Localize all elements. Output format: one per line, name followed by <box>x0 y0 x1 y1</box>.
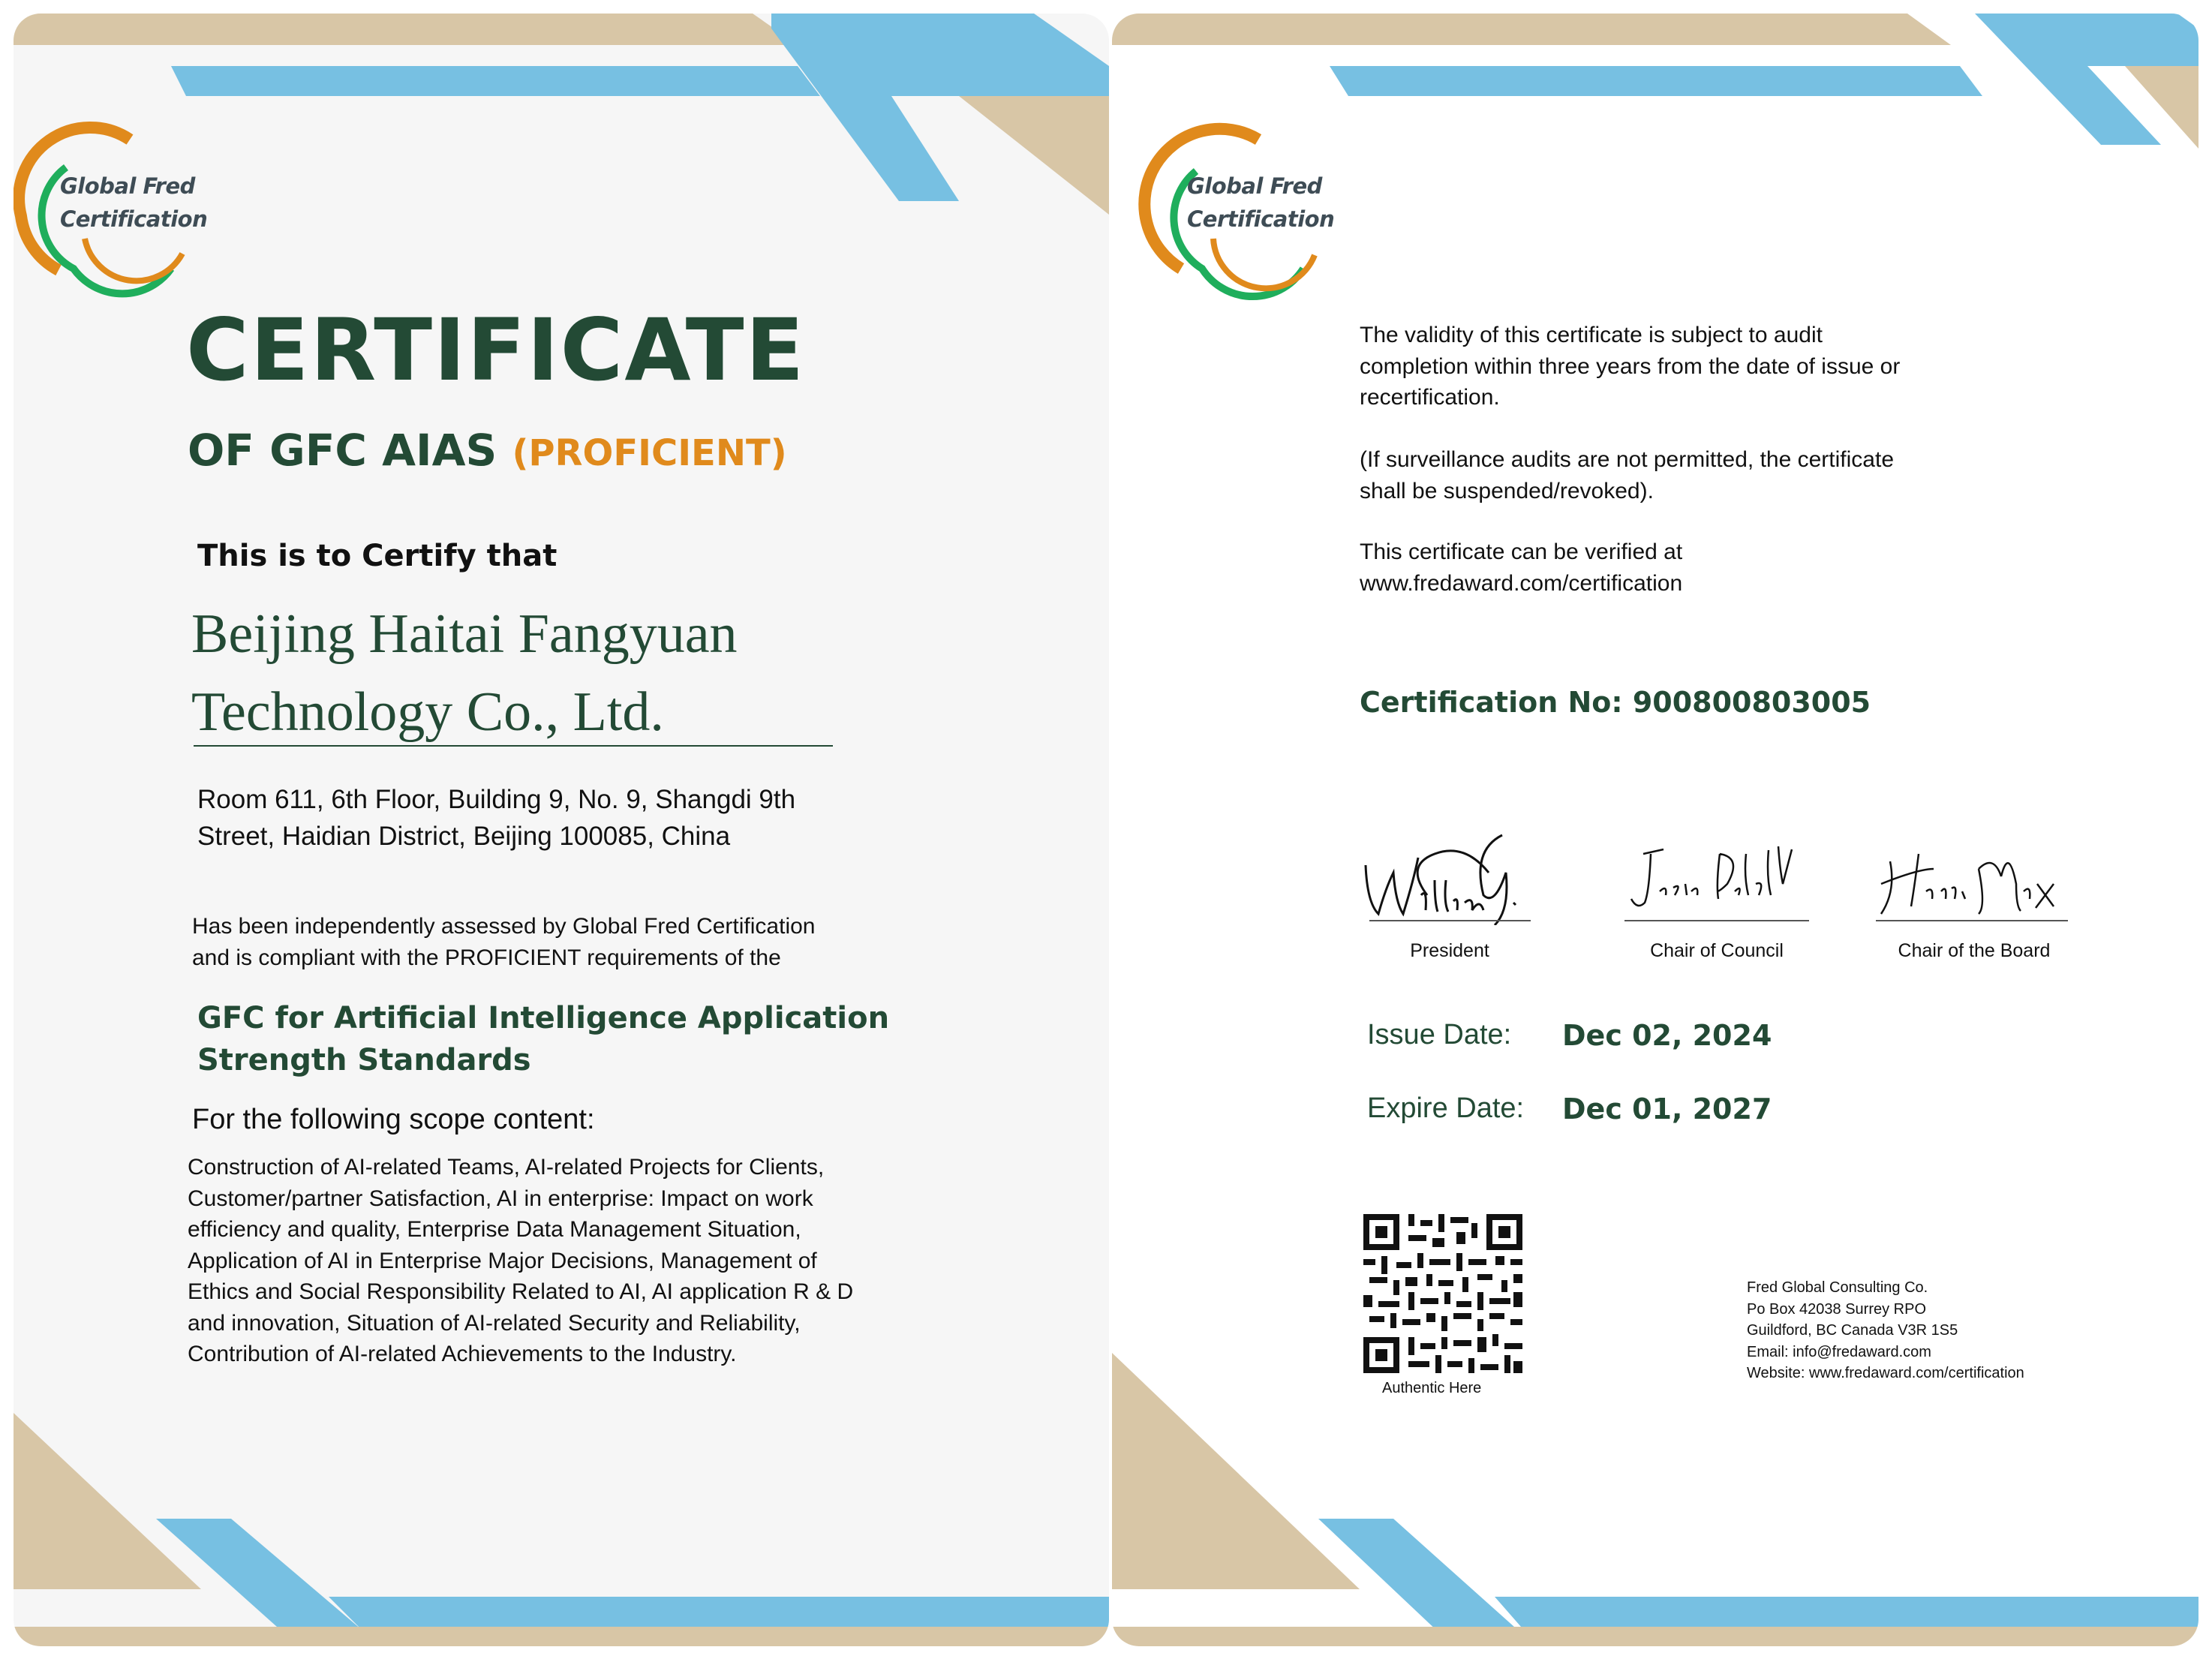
certify-label: This is to Certify that <box>197 539 558 573</box>
assessment-statement <box>192 911 815 974</box>
contact-line: Guildford, BC Canada V3R 1S5 <box>1747 1322 1958 1339</box>
signature-line <box>1624 920 1809 921</box>
assessed-line2: and is compliant with the PROFICIENT requirements of the <box>192 945 781 970</box>
logo <box>60 170 207 236</box>
company-address <box>197 781 795 855</box>
expire-date-label: Expire Date: <box>1367 1092 1525 1124</box>
address-line2: Street, Haidian District, Beijing 100085, China <box>197 822 731 851</box>
logo <box>1187 170 1334 236</box>
expire-date-value: Dec 01, 2027 <box>1562 1092 1772 1126</box>
surveillance-line: shall be suspended/revoked). <box>1360 478 1654 503</box>
logo-line1: Global Fred <box>60 173 195 199</box>
subtitle-text: OF GFC AIAS <box>188 425 497 476</box>
logo-line2: Certification <box>60 206 208 232</box>
logo-line1: Global Fred <box>1187 173 1322 199</box>
level-badge: (PROFICIENT) <box>512 432 787 474</box>
signature-role-chair-council: Chair of Council <box>1650 940 1784 961</box>
signature-line <box>1369 920 1531 921</box>
certificate-front-page <box>14 14 1109 1646</box>
address-line1: Room 611, 6th Floor, Building 9, No. 9, Shangdi 9th <box>197 785 796 814</box>
standard-line1: GFC for Artificial Intelligence Application <box>197 1001 890 1035</box>
scope-line: Ethics and Social Responsibility Related to AI, AI application R & D <box>188 1279 854 1304</box>
contact-line[interactable]: Email: info@fredaward.com <box>1747 1343 1931 1360</box>
page-title: CERTIFICATE <box>186 300 806 400</box>
decorative-stripes <box>1112 14 2198 1646</box>
verify-line: This certificate can be verified at <box>1360 539 1683 564</box>
signature-chair-board <box>1874 839 2069 921</box>
validity-statement <box>1360 320 1900 413</box>
issue-date-value: Dec 02, 2024 <box>1562 1019 1772 1052</box>
contact-line: Fred Global Consulting Co. <box>1747 1279 1928 1296</box>
scope-line: Application of AI in Enterprise Major Decisions, Management of <box>188 1248 817 1273</box>
certification-number: Certification No: 900800803005 <box>1360 686 1871 719</box>
validity-line: recertification. <box>1360 385 1500 410</box>
surveillance-note <box>1360 444 1894 506</box>
company-line2: Technology Co., Ltd. <box>191 681 664 743</box>
qr-caption: Authentic Here <box>1382 1380 1482 1396</box>
scope-line: Contribution of AI-related Achievements to the Industry. <box>188 1342 737 1366</box>
validity-line: The validity of this certificate is subject to audit <box>1360 323 1823 347</box>
scope-line: Customer/partner Satisfaction, AI in enterprise: Impact on work <box>188 1186 813 1211</box>
qr-code[interactable] <box>1363 1214 1522 1373</box>
signature-line <box>1876 920 2068 921</box>
certificate-subtitle <box>188 425 787 476</box>
certificate-back-page <box>1112 14 2198 1646</box>
verify-statement <box>1360 536 1682 599</box>
contact-line[interactable]: Website: www.fredaward.com/certification <box>1747 1365 2024 1381</box>
scope-label: For the following scope content: <box>192 1104 595 1135</box>
scope-line: and innovation, Situation of AI-related Security and Reliability, <box>188 1310 801 1336</box>
company-name <box>191 595 867 751</box>
signature-president <box>1360 820 1525 925</box>
signature-role-president: President <box>1410 940 1489 961</box>
signature-role-chair-board: Chair of the Board <box>1898 940 2051 961</box>
issue-date-label: Issue Date: <box>1367 1019 1512 1050</box>
scope-line: efficiency and quality, Enterprise Data Management Situation, <box>188 1217 801 1242</box>
contact-line: Po Box 42038 Surrey RPO <box>1747 1300 1927 1318</box>
company-underline <box>194 745 833 747</box>
standard-line2: Strength Standards <box>197 1043 531 1077</box>
standard-name <box>197 997 889 1081</box>
verify-line[interactable]: www.fredaward.com/certification <box>1360 570 1683 596</box>
assessed-line1: Has been independently assessed by Global Fred Certification <box>192 914 816 939</box>
contact-info <box>1747 1277 2024 1384</box>
scope-content <box>188 1152 853 1370</box>
company-line1: Beijing Haitai Fangyuan <box>191 603 738 665</box>
scope-line: Construction of AI-related Teams, AI-related Projects for Clients, <box>188 1155 825 1180</box>
surveillance-line: (If surveillance audits are not permitted, the certificate <box>1360 447 1895 472</box>
logo-line2: Certification <box>1187 206 1335 232</box>
validity-line: completion within three years from the date of issue or <box>1360 353 1901 379</box>
signature-chair-council <box>1622 839 1802 921</box>
